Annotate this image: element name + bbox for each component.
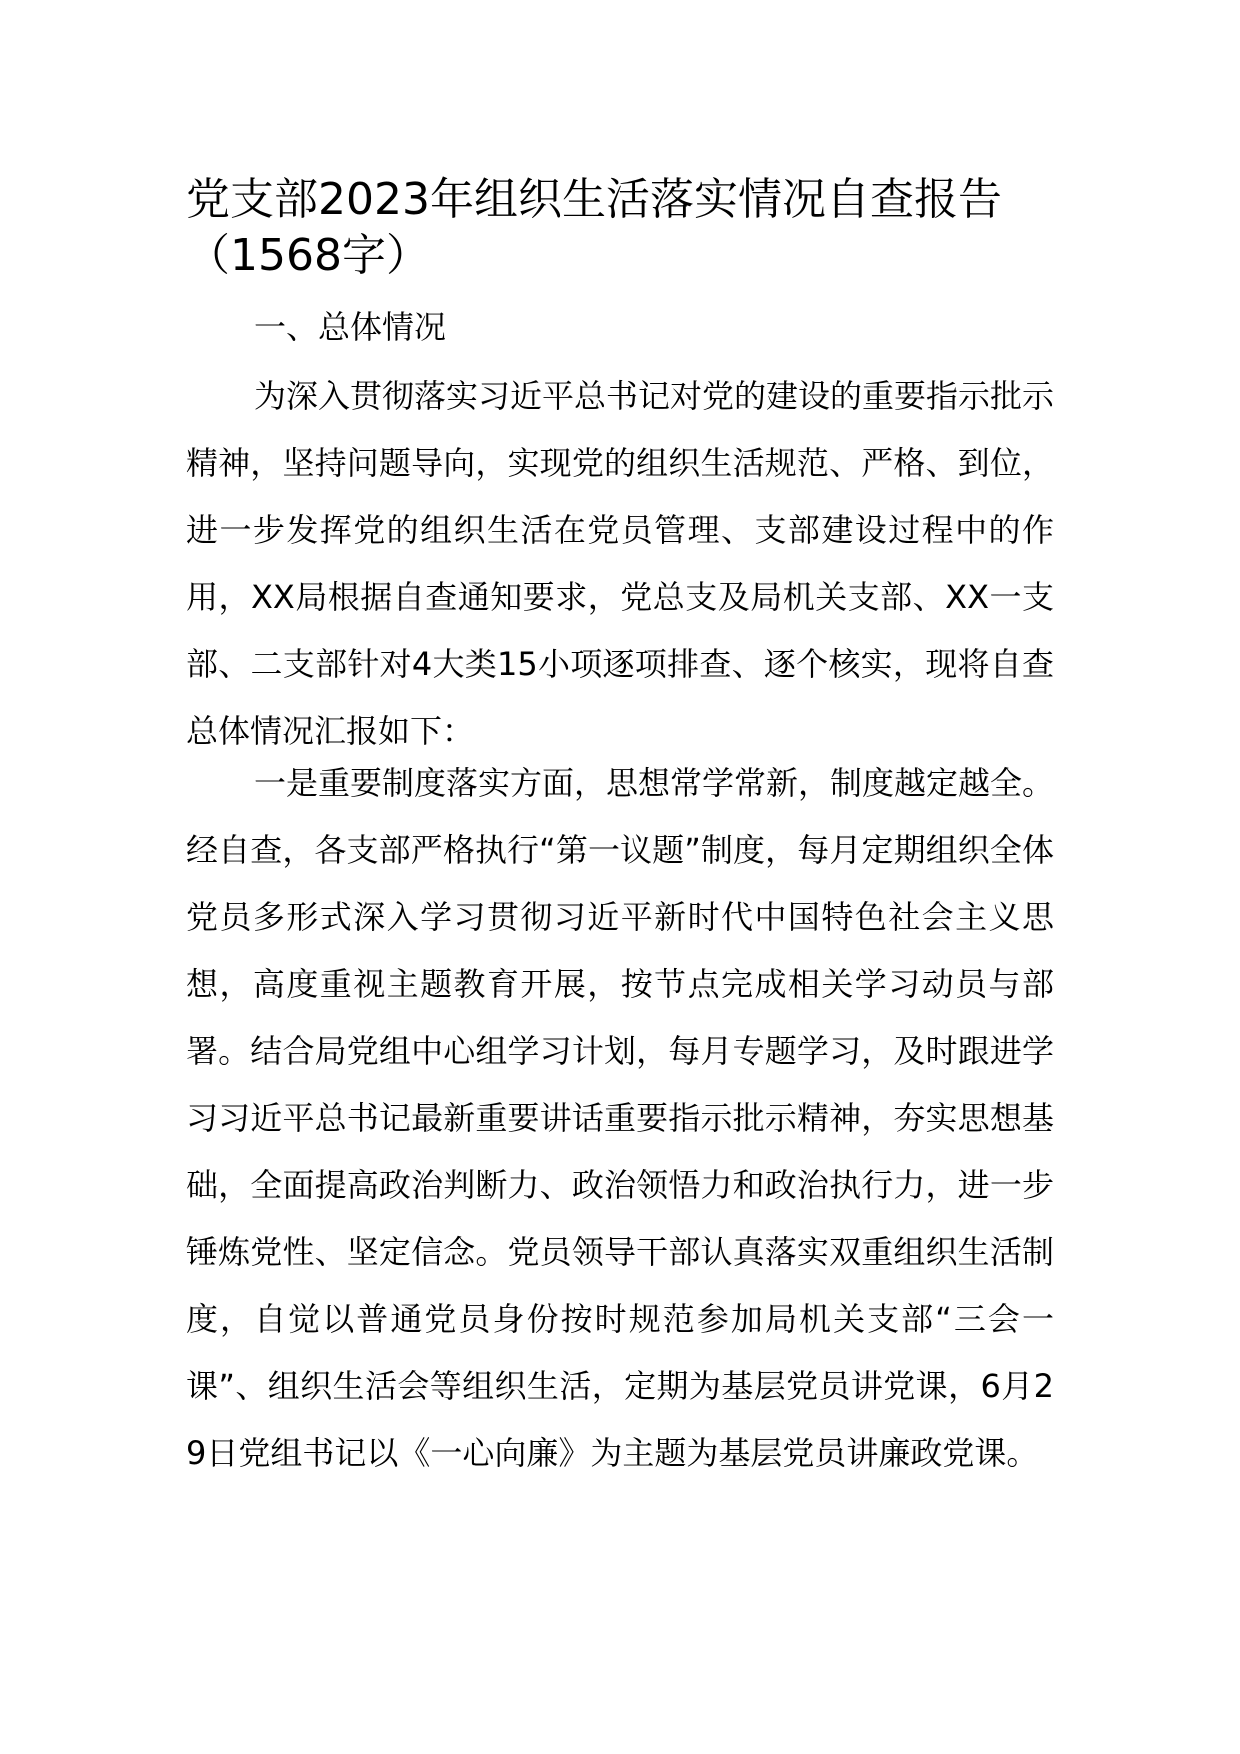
paragraph-system-implementation: 一是重要制度落实方面，思想常学常新，制度越定越全。经自查，各支部严格执行“第一议题”制度，每月定期组织全体党员多形式深入学习贯彻习近平新时代中国特色社会主义思想，高度重视主题教育开展，按节点完成相关学习动员与部署。结合局党组中心组学习计划，每月专题学习，及时跟进学习习近平总书记最新重要讲话重要指示批示精神，夯实思想基础，全面提高政治判断力、政治领悟力和政治执行力，进一步锤炼党性、坚定信念。党员领导干部认真落实双重组织生活制度，自觉以普通党员身份按时规范参加局机关支部“三会一课”、组织生活会等组织生活，定期为基层党员讲党课，6月29日党组书记以《一心向廉》为主题为基层党员讲廉政党课。 <box>186 764 1055 1472</box>
document-title: 党支部2023年组织生活落实情况自查报告（1568字） <box>186 174 1002 281</box>
section-heading: 一、总体情况 <box>254 308 447 346</box>
paragraph-overview: 为深入贯彻落实习近平总书记对党的建设的重要指示批示精神，坚持问题导向，实现党的组织生活规范、严格、到位，进一步发挥党的组织生活在党员管理、支部建设过程中的作用，XX局根据自查通知要求，党总支及局机关支部、XX一支部、二支部针对4大类15小项逐项排查、逐个核实，现将自查总体情况汇报如下： <box>186 377 1055 750</box>
